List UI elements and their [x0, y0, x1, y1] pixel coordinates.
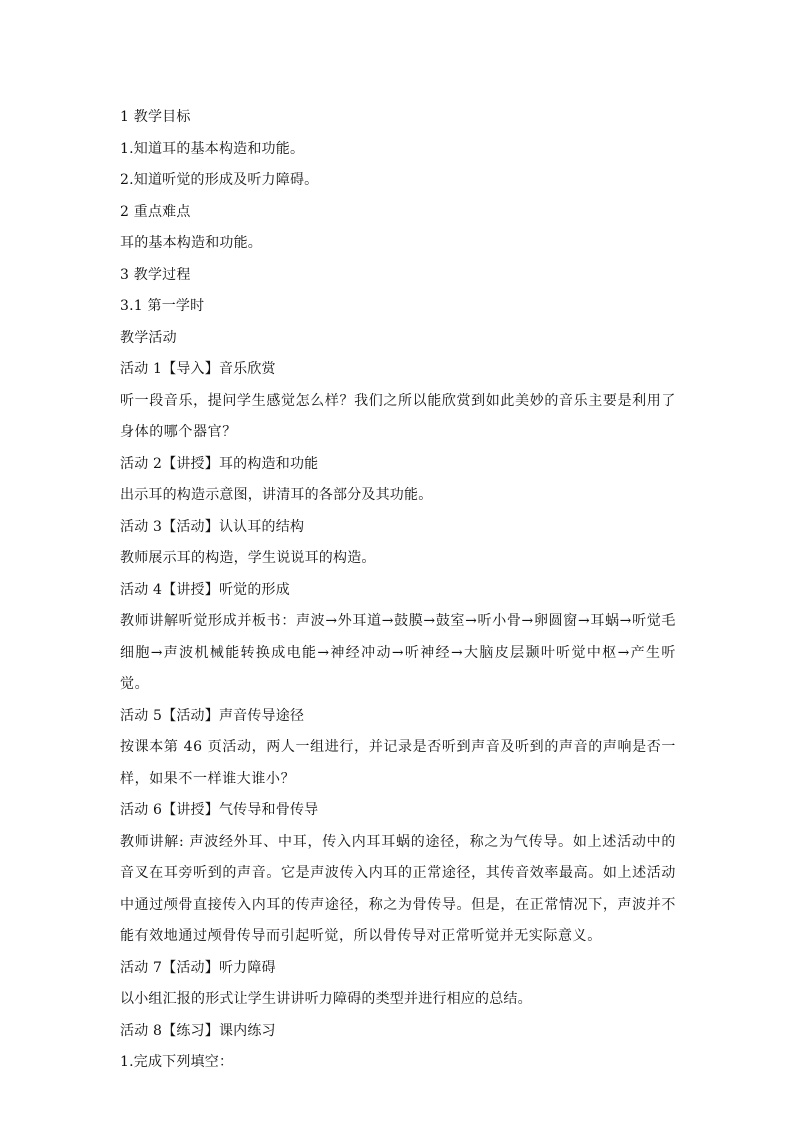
- exercise-item-1: 1.完成下列填空：: [120, 1054, 234, 1070]
- activity-3-title: 活动 3【活动】认认耳的结构: [120, 518, 305, 535]
- activity-5-title: 活动 5【活动】声音传导途径: [120, 707, 305, 724]
- activity-7-title: 活动 7【活动】听力障碍: [120, 959, 276, 976]
- heading-key-points: 2 重点难点: [120, 203, 191, 220]
- activity-6-text: 教师讲解: 声波经外耳、中耳，传入内耳耳蜗的途径，称之为气传导。如上述活动中的音叉在耳旁听到的声音。它是声波传入内耳的正常途径，其传音效率最高。如上述活动中通过颅骨直接传入内耳的传声途径，称之为骨传导。但是，在正常情况下，声波并不能有效地通过颅骨传导而引起听觉，所以骨传导对正常听觉并无实际意义。: [120, 833, 676, 944]
- activity-6-title: 活动 6【讲授】气传导和骨传导: [120, 802, 319, 818]
- activities-title: 教学活动: [120, 329, 177, 346]
- goal-item-2: 2.知道听觉的形成及听力障碍。: [120, 172, 319, 188]
- section-first-lesson: 3.1 第一学时: [120, 298, 205, 314]
- activity-5-text: 按课本第 46 页活动，两人一组进行，并记录是否听到声音及听到的声音的声响是否一样，如果不一样谁大谁小？: [120, 739, 676, 787]
- activity-4-text: 教师讲解听觉形成并板书：声波→外耳道→鼓膜→鼓室→听小骨→卵圆窗→耳蜗→听觉毛细胞→声波机械能转换成电能→神经冲动→听神经→大脑皮层颞叶听觉中枢→产生听觉。: [120, 613, 676, 692]
- heading-teaching-process: 3 教学过程: [120, 266, 191, 283]
- goal-item-1: 1.知道耳的基本构造和功能。: [120, 140, 305, 157]
- activity-7-text: 以小组汇报的形式让学生讲讲听力障碍的类型并进行相应的总结。: [120, 991, 532, 1007]
- activity-1-title: 活动 1【导入】音乐欣赏: [120, 361, 276, 377]
- activity-3-text: 教师展示耳的构造，学生说说耳的构造。: [120, 550, 376, 566]
- heading-teaching-goals: 1 教学目标: [120, 109, 191, 125]
- activity-4-title: 活动 4【讲授】听觉的形成: [120, 581, 290, 598]
- activity-2-title: 活动 2【讲授】耳的构造和功能: [120, 455, 319, 472]
- activity-1-text: 听一段音乐，提问学生感觉怎么样？我们之所以能欣赏到如此美妙的音乐主要是利用了身体的哪个器官？: [120, 392, 676, 440]
- document-body: [120, 102, 680, 1079]
- activity-8-title: 活动 8【练习】课内练习: [120, 1022, 276, 1039]
- activity-2-text: 出示耳的构造示意图，讲清耳的各部分及其功能。: [120, 487, 433, 503]
- key-point-text: 耳的基本构造和功能。: [120, 235, 262, 251]
